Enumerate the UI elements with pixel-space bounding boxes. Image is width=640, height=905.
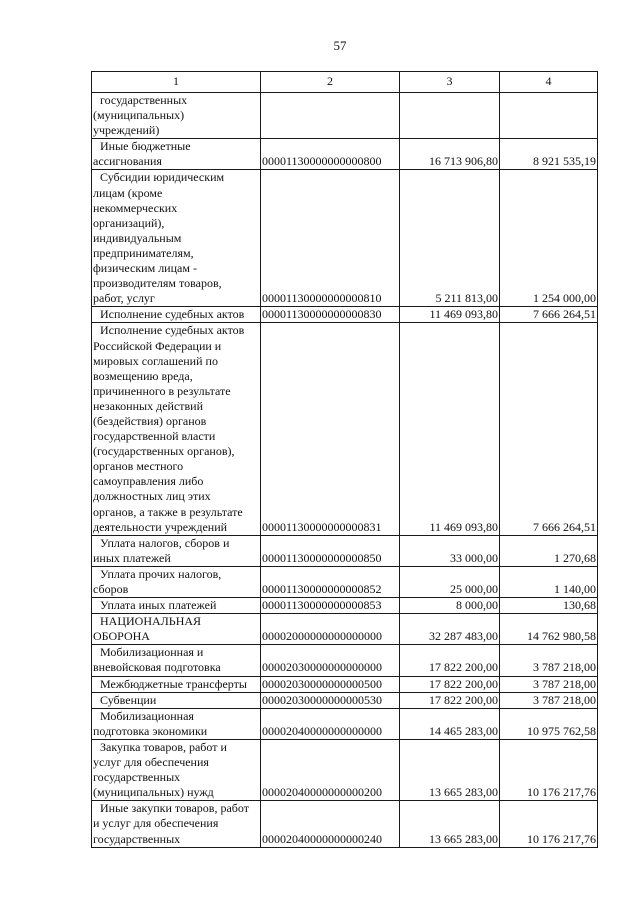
row-value-col4: 3 787 218,00 [500, 692, 598, 708]
row-value-col4: 1 140,00 [500, 566, 598, 597]
row-name: Мобилизационная и вневойсковая подготовка [93, 645, 221, 675]
row-code [261, 93, 400, 139]
row-value-col4: 10 176 217,76 [500, 801, 598, 847]
row-value-col4 [500, 93, 598, 139]
table-row [92, 307, 598, 323]
table-row [92, 323, 598, 535]
row-name-cell [92, 676, 261, 692]
table-body [92, 93, 598, 848]
header-col-4: 4 [500, 72, 598, 93]
row-value-col3: 5 211 813,00 [400, 170, 500, 307]
row-value-col4: 7 666 264,51 [500, 323, 598, 535]
table-row [92, 93, 598, 139]
table-row [92, 598, 598, 614]
row-value-col3: 11 469 093,80 [400, 307, 500, 323]
row-name-cell [92, 708, 261, 739]
row-code: 00002040000000000240 [261, 801, 400, 847]
row-value-col3: 33 000,00 [400, 535, 500, 566]
row-value-col3: 14 465 283,00 [400, 708, 500, 739]
row-name-cell [92, 307, 261, 323]
row-name-cell [92, 692, 261, 708]
row-code: 00002030000000000500 [261, 676, 400, 692]
row-name: Иные бюджетные ассигнования [93, 139, 191, 169]
row-value-col4: 3 787 218,00 [500, 645, 598, 676]
row-value-col3: 11 469 093,80 [400, 323, 500, 535]
row-name: Иные закупки товаров, работ и услуг для обеспечения государственных [93, 801, 249, 846]
row-name-cell [92, 739, 261, 800]
row-value-col4: 10 176 217,76 [500, 739, 598, 800]
header-col-1: 1 [92, 72, 261, 93]
table-row [92, 645, 598, 676]
row-name: Уплата прочих налогов, сборов [93, 566, 222, 596]
row-name: Мобилизационная подготовка экономики [93, 708, 208, 738]
row-code: 00002030000000000000 [261, 645, 400, 676]
row-name-cell [92, 93, 261, 139]
row-name-cell [92, 614, 261, 645]
row-name-cell [92, 139, 261, 170]
page-number: 57 [333, 38, 347, 53]
row-name: Исполнение судебных актов [100, 307, 245, 322]
row-name: НАЦИОНАЛЬНАЯ ОБОРОНА [93, 614, 202, 644]
row-value-col4: 7 666 264,51 [500, 307, 598, 323]
row-code: 00002040000000000000 [261, 708, 400, 739]
table-row [92, 739, 598, 800]
row-code: 00001130000000000853 [261, 598, 400, 614]
row-name-cell [92, 535, 261, 566]
row-value-col3: 32 287 483,00 [400, 614, 500, 645]
row-name-cell [92, 566, 261, 597]
row-value-col4: 8 921 535,19 [500, 139, 598, 170]
table-row [92, 566, 598, 597]
row-value-col3: 13 665 283,00 [400, 739, 500, 800]
row-value-col3: 25 000,00 [400, 566, 500, 597]
table-row [92, 801, 598, 847]
row-value-col4: 130,68 [500, 598, 598, 614]
row-name: Уплата иных платежей [100, 598, 217, 613]
table-row [92, 676, 598, 692]
row-name-cell [92, 598, 261, 614]
row-code: 00002040000000000200 [261, 739, 400, 800]
row-name: Межбюджетные трансферты [100, 676, 247, 691]
row-name: Исполнение судебных актов Российской Федерации и мировых соглашений по возмещению вреда, причиненного в результате незаконных действий (бездействия) органов государственной власти (государственных органов), органов местного самоуправления либо должностных лиц этих органов, а также в результате деятельности учреждений [93, 323, 245, 534]
row-value-col3: 13 665 283,00 [400, 801, 500, 847]
row-value-col4: 1 270,68 [500, 535, 598, 566]
row-name-cell [92, 801, 261, 847]
budget-table [91, 71, 598, 848]
row-value-col3: 8 000,00 [400, 598, 500, 614]
table-row [92, 535, 598, 566]
row-code: 00001130000000000852 [261, 566, 400, 597]
row-name-cell [92, 170, 261, 307]
row-code: 00002030000000000530 [261, 692, 400, 708]
row-code: 00002000000000000000 [261, 614, 400, 645]
row-name: Субвенции [100, 692, 157, 707]
table-header-row [92, 72, 598, 93]
header-col-3: 3 [400, 72, 500, 93]
header-col-2: 2 [261, 72, 400, 93]
row-value-col4: 3 787 218,00 [500, 676, 598, 692]
table-row [92, 692, 598, 708]
table-row [92, 614, 598, 645]
table-row [92, 708, 598, 739]
row-code: 00001130000000000850 [261, 535, 400, 566]
row-name: государственных (муниципальных) учреждений) [93, 93, 188, 138]
row-value-col3: 17 822 200,00 [400, 692, 500, 708]
table-row [92, 139, 598, 170]
row-value-col4: 10 975 762,58 [500, 708, 598, 739]
row-code: 00001130000000000831 [261, 323, 400, 535]
row-code: 00001130000000000800 [261, 139, 400, 170]
row-name: Закупка товаров, работ и услуг для обеспечения государственных (муниципальных) нужд [93, 739, 227, 800]
row-code: 00001130000000000810 [261, 170, 400, 307]
row-value-col3: 16 713 906,80 [400, 139, 500, 170]
row-name-cell [92, 323, 261, 535]
row-value-col3: 17 822 200,00 [400, 645, 500, 676]
row-code: 00001130000000000830 [261, 307, 400, 323]
row-name-cell [92, 645, 261, 676]
row-name: Уплата налогов, сборов и иных платежей [93, 535, 230, 565]
row-value-col3 [400, 93, 500, 139]
row-name: Субсидии юридическим лицам (кроме некоммерческих организаций), индивидуальным предпринимателям, физическим лицам - производителям товаров, работ, услуг [93, 170, 225, 306]
table-row [92, 170, 598, 307]
row-value-col3: 17 822 200,00 [400, 676, 500, 692]
row-value-col4: 14 762 980,58 [500, 614, 598, 645]
row-value-col4: 1 254 000,00 [500, 170, 598, 307]
